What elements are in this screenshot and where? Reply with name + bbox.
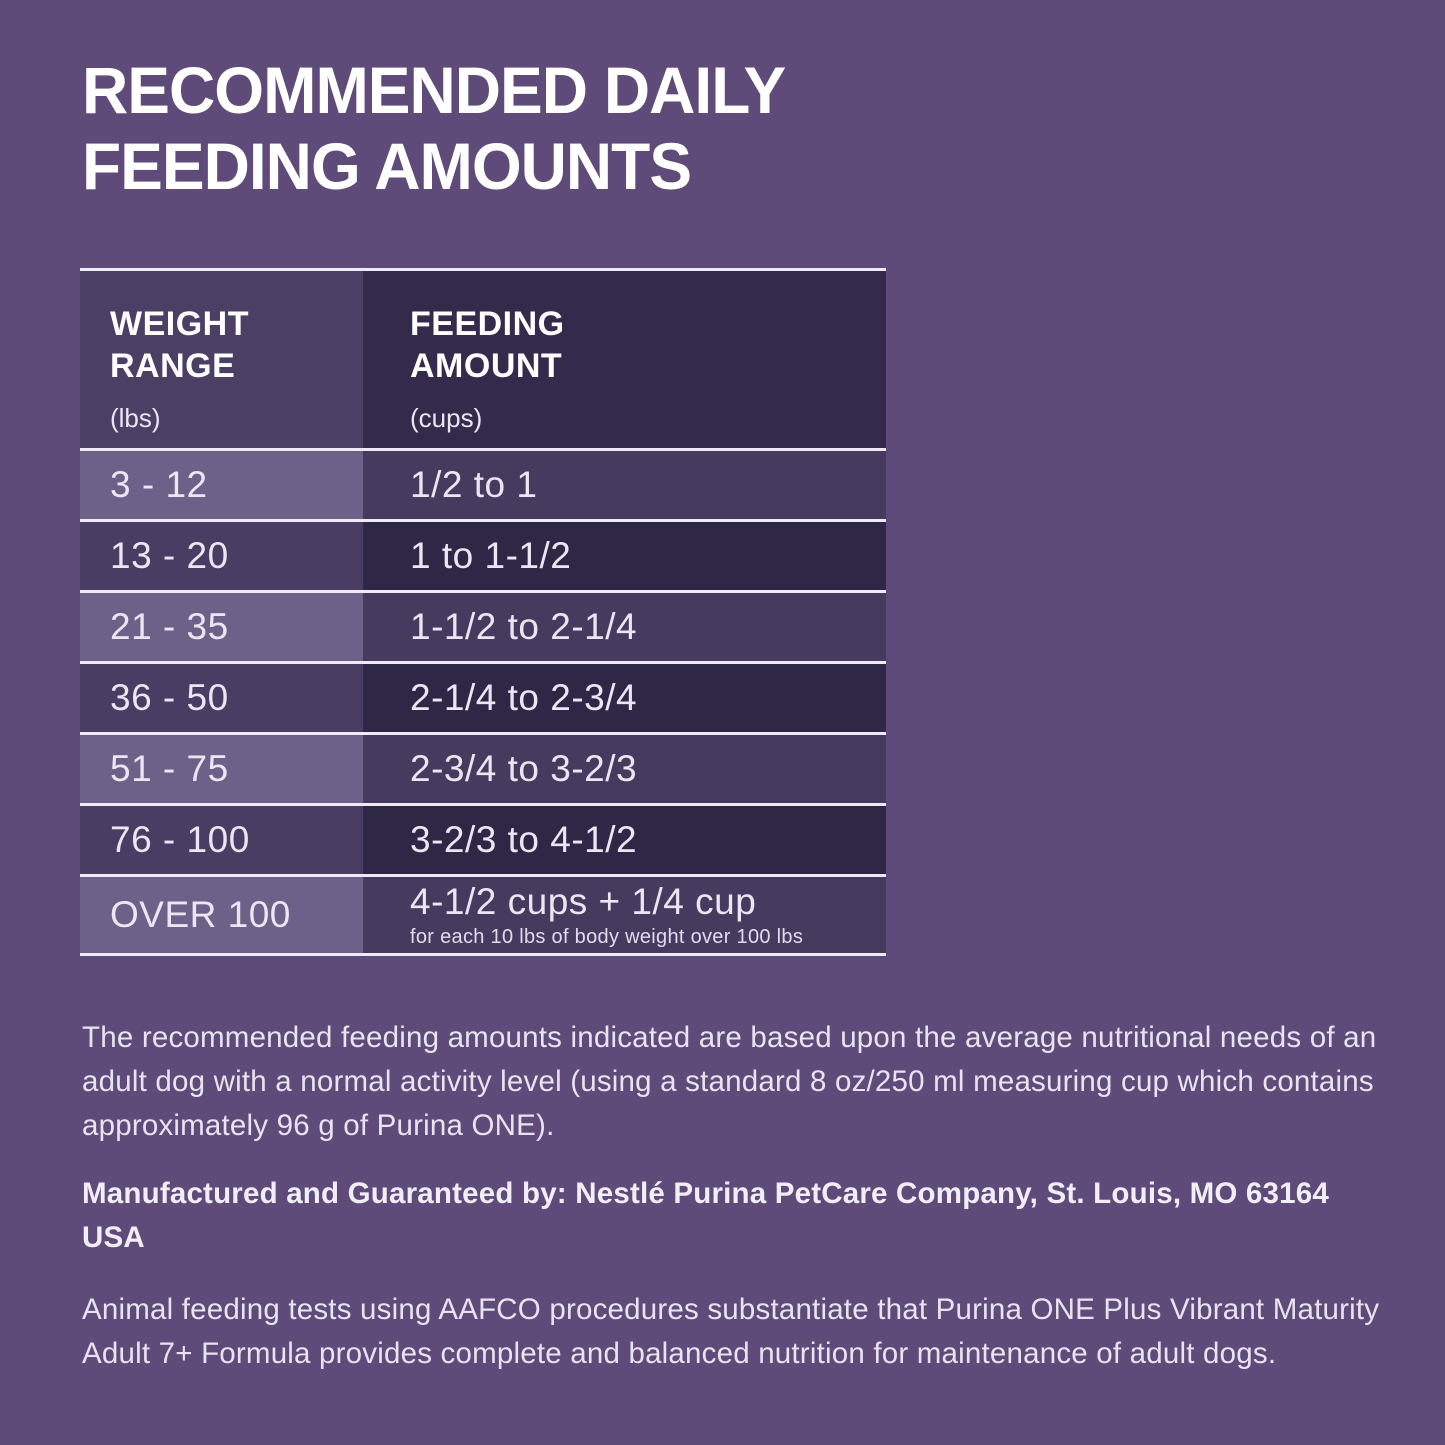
amount-cell [363,451,886,519]
weight-cell [80,877,363,953]
manufacturer-note: Manufactured and Guaranteed by: Nestlé Purina PetCare Company, St. Louis, MO 63164 USA [82,1177,1329,1254]
table-row [80,877,886,953]
amount-cell [363,664,886,732]
table-row [80,735,886,803]
amount-cell [363,877,886,953]
feeding-table [80,268,886,956]
weight-value: OVER 100 [110,894,291,935]
weight-value: 21 - 35 [110,606,229,647]
weight-cell [80,522,363,590]
feeding-amount-header-cell [363,271,886,448]
weight-header-line2: RANGE [110,347,236,385]
amount-cell [363,735,886,803]
weight-header-line1: WEIGHT [110,305,249,343]
amount-value: 1 to 1-1/2 [410,535,572,576]
page-title-line2: FEEDING AMOUNTS [82,129,692,203]
weight-cell [80,806,363,874]
amount-cell [363,806,886,874]
amount-value: 4-1/2 cups + 1/4 cup [410,881,757,922]
amount-value: 2-3/4 to 3-2/3 [410,748,638,789]
weight-cell [80,735,363,803]
weight-header-unit: (lbs) [110,403,161,433]
table-row [80,593,886,661]
table-header-row [80,271,886,448]
table-row [80,806,886,874]
amount-value: 1-1/2 to 2-1/4 [410,606,638,647]
amount-cell [363,522,886,590]
weight-value: 51 - 75 [110,748,229,789]
notes-section [82,1016,1394,1376]
weight-cell [80,451,363,519]
feeding-header-line1: FEEDING [410,305,565,343]
table-row [80,522,886,590]
page-title [82,52,785,204]
weight-cell [80,664,363,732]
amount-value: 3-2/3 to 4-1/2 [410,819,638,860]
feeding-header-unit: (cups) [410,403,483,433]
weight-value: 3 - 12 [110,464,208,505]
amount-note: for each 10 lbs of body weight over 100 lbs [410,926,804,948]
amount-value: 2-1/4 to 2-3/4 [410,677,638,718]
table-row [80,664,886,732]
weight-value: 36 - 50 [110,677,229,718]
table-row [80,451,886,519]
weight-value: 13 - 20 [110,535,229,576]
weight-range-header-cell [80,271,363,448]
weight-value: 76 - 100 [110,819,250,860]
amount-cell [363,593,886,661]
aafco-note: Animal feeding tests using AAFCO procedures substantiate that Purina ONE Plus Vibrant Maturity Adult 7+ Formula provides complete and balanced nutrition for maintenance of adult dogs. [82,1293,1380,1370]
table-bottom-border [80,953,886,956]
weight-cell [80,593,363,661]
feeding-basis-note: The recommended feeding amounts indicated are based upon the average nutritional needs of an adult dog with a normal activity level (using a standard 8 oz/250 ml measuring cup which contains approximately 96 g of Purina ONE). [82,1021,1377,1142]
amount-value: 1/2 to 1 [410,464,538,505]
page-title-line1: RECOMMENDED DAILY [82,53,786,127]
feeding-header-line2: AMOUNT [410,347,563,385]
